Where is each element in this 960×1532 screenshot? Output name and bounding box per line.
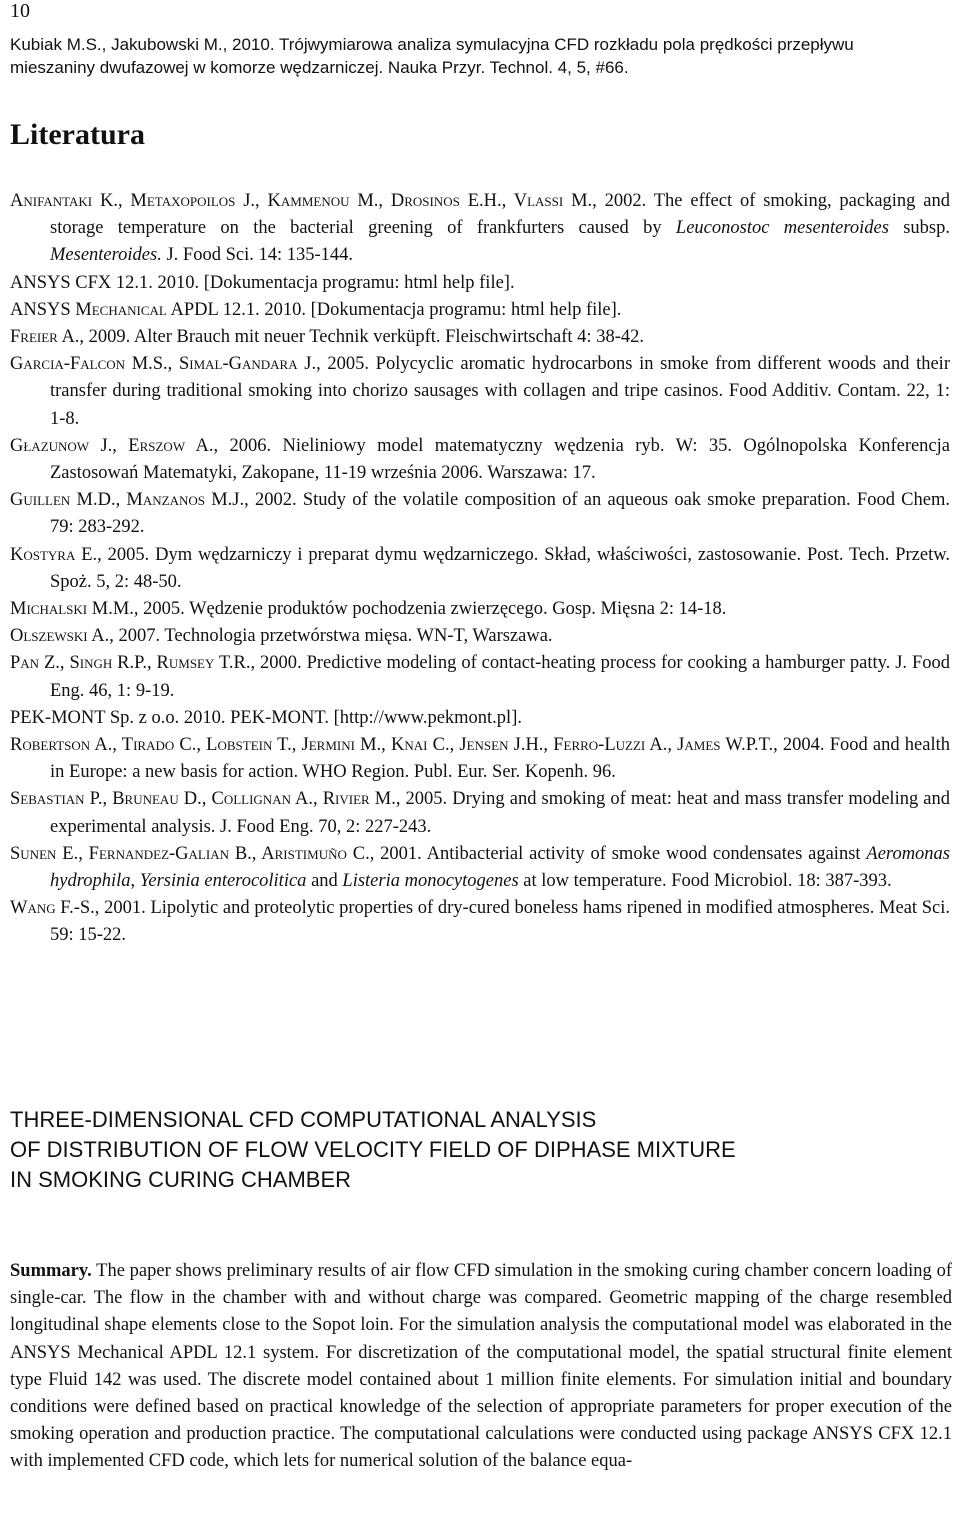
reference-item — [10, 596, 950, 623]
reference-text: ANSYS CFX 12.1. 2010. [Dokumentacja programu: html help file]. — [10, 272, 515, 293]
reference-text: Study of the volatile composition of an aqueous oak smoke preparation. Food Chem. 79: 283-292. — [50, 490, 951, 538]
english-title-line-2: OF DISTRIBUTION OF FLOW VELOCITY FIELD OF DIPHASE MIXTURE — [10, 1137, 736, 1162]
citation-line-1: Kubiak M.S., Jakubowski M., 2010. Trójwymiarowa analiza symulacyjna CFD rozkładu pola prędkości przepływu — [10, 35, 854, 54]
reference-text: at low temperature. Food Microbiol. 18: 387-393. — [523, 871, 892, 892]
reference-italic: Mesenteroides. — [50, 245, 162, 266]
reference-authors: Robertson A., Tirado C., Lobstein T., Jermini M., Knai C., Jensen J.H., Ferro-Luzzi A., James W.P.T., 2004. — [10, 735, 825, 756]
page-number: 10 — [10, 0, 30, 22]
reference-text: J. Food Sci. 14: 135-144. — [166, 245, 354, 266]
reference-text: Technologia przetwórstwa mięsa. WN-T, Warszawa. — [164, 626, 553, 647]
reference-text: Lipolytic and proteolytic properties of dry-cured boneless hams ripened in modified atmospheres. Meat Sci. 59: 15-22. — [50, 898, 951, 946]
reference-item — [10, 841, 950, 895]
reference-text: , — [130, 871, 136, 892]
reference-authors: Michalski M.M., 2005. — [10, 599, 185, 620]
reference-item — [10, 487, 950, 541]
reference-authors: Guillen M.D., Manzanos M.J., 2002. — [10, 490, 297, 511]
citation-header — [10, 33, 950, 79]
reference-item — [10, 270, 950, 297]
reference-text: and — [311, 871, 338, 892]
summary-text: The paper shows preliminary results of air flow CFD simulation in the smoking curing chamber concern loading of single-car. The flow in the chamber with and without charge was compared. Geometric mapping of the charge resembled longitudinal shape elements close to the Sopot loin. For the simulation analysis the computational model was elaborated in the ANSYS Mechanical APDL 12.1 system. For discretization of the computational model, the spatial structural finite element type Fluid 142 was used. The discrete model contained about 1 million finite elements. For simulation initial and boundary conditions were defined based on practical knowledge of the selection of appropriate parameters for proper execution of the smoking operation and production practice. The computational calculations were conducted using package ANSYS CFX 12.1 with implemented CFD code, which lets for numerical solution of the balance equa- — [10, 1261, 952, 1472]
reference-item — [10, 433, 950, 487]
english-title — [10, 1105, 950, 1195]
reference-text: Antibacterial activity of smoke wood condensates against — [426, 843, 861, 864]
reference-authors: Garcia-Falcon M.S., Simal-Gandara J., 2005. — [10, 354, 369, 375]
reference-authors: Pan Z., Singh R.P., Rumsey T.R., 2000. — [10, 653, 302, 674]
summary-label: Summary. — [10, 1261, 92, 1281]
reference-authors: Anifantaki K., Metaxopoilos J., Kammenou M., Drosinos E.H., Vlassi M., 2002. — [10, 191, 647, 211]
reference-item — [10, 324, 950, 351]
reference-text: Drying and smoking of meat: heat and mass transfer modeling and experimental analysis. J. Food Eng. 70, 2: 227-243. — [50, 789, 950, 837]
reference-text: The effect of smoking, packaging and storage temperature on the bacterial greening of frankfurters caused by — [50, 191, 950, 239]
english-title-line-3: IN SMOKING CURING CHAMBER — [10, 1167, 352, 1192]
reference-italic: Yersinia enterocolitica — [139, 871, 307, 892]
reference-text: Alter Brauch mit neuer Technik verküpft. Fleischwirtschaft 4: 38-42. — [133, 327, 644, 348]
reference-text: Wędzenie produktów pochodzenia zwierzęcego. Gosp. Mięsna 2: 14-18. — [189, 599, 727, 620]
citation-line-2: mieszaniny dwufazowej w komorze wędzarniczej. Nauka Przyr. Technol. 4, 5, #66. — [10, 58, 629, 77]
reference-authors: Sebastian P., Bruneau D., Collignan A., Rivier M., 2005. — [10, 789, 448, 810]
reference-text: Nieliniowy model matematyczny wędzenia ryb. W: 35. Ogólnopolska Konferencja Zastosowań Matematyki, Zakopane, 11-19 września 2006. Warszawa: 17. — [50, 435, 950, 484]
reference-authors: Kostyra E., 2005. — [10, 544, 150, 565]
reference-authors: Wang F.-S., 2001. — [10, 898, 146, 919]
reference-item — [10, 705, 950, 732]
reference-text: APDL 12.1. 2010. [Dokumentacja programu: html help file]. — [170, 299, 622, 320]
summary-paragraph — [10, 1258, 952, 1476]
reference-item — [10, 786, 950, 840]
references-heading: Literatura — [10, 118, 145, 151]
reference-item — [10, 542, 950, 596]
reference-authors: Sunen E., Fernandez-Galian B., Aristimuño C., 2001. — [10, 843, 422, 864]
reference-text: Food and health in Europe: a new basis for action. WHO Region. Publ. Eur. Ser. Kopenh. 96. — [50, 735, 951, 783]
reference-lead: ANSYS — [10, 299, 71, 320]
reference-authors: Olszewski A., 2007. — [10, 626, 161, 647]
reference-text: Predictive modeling of contact-heating process for cooking a hamburger patty. J. Food Eng. 46, 1: 9-19. — [50, 653, 950, 701]
reference-item — [10, 188, 950, 270]
reference-item — [10, 297, 950, 324]
reference-italic: Aeromonas hydrophila — [50, 843, 951, 892]
reference-list — [10, 188, 950, 950]
reference-authors: Głazunow J., Erszow A., 2006. — [10, 435, 272, 456]
reference-text: PEK-MONT Sp. z o.o. 2010. PEK-MONT. [http://www.pekmont.pl]. — [10, 707, 522, 728]
reference-item — [10, 895, 950, 949]
reference-item — [10, 650, 950, 704]
reference-italic: Leuconostoc mesenteroides — [675, 218, 889, 239]
reference-text: Polycyclic aromatic hydrocarbons in smoke from different woods and their transfer during traditional smoking into chorizo sausages with collagen and tripe casinos. Food Additiv. Contam. 22, 1: 1-8. — [50, 354, 950, 429]
reference-item — [10, 351, 950, 433]
reference-authors: Freier A., 2009. — [10, 327, 131, 348]
english-title-line-1: THREE-DIMENSIONAL CFD COMPUTATIONAL ANALYSIS — [10, 1107, 597, 1132]
reference-item — [10, 732, 950, 786]
reference-item — [10, 623, 950, 650]
reference-smallcaps: Mechanical — [75, 299, 167, 320]
reference-italic: Listeria monocytogenes — [342, 871, 519, 892]
reference-text: Dym wędzarniczy i preparat dymu wędzarniczego. Skład, właściwości, zastosowanie. Post. Tech. Przetw. Spoż. 5, 2: 48-50. — [50, 544, 950, 592]
reference-text: subsp. — [903, 218, 950, 239]
